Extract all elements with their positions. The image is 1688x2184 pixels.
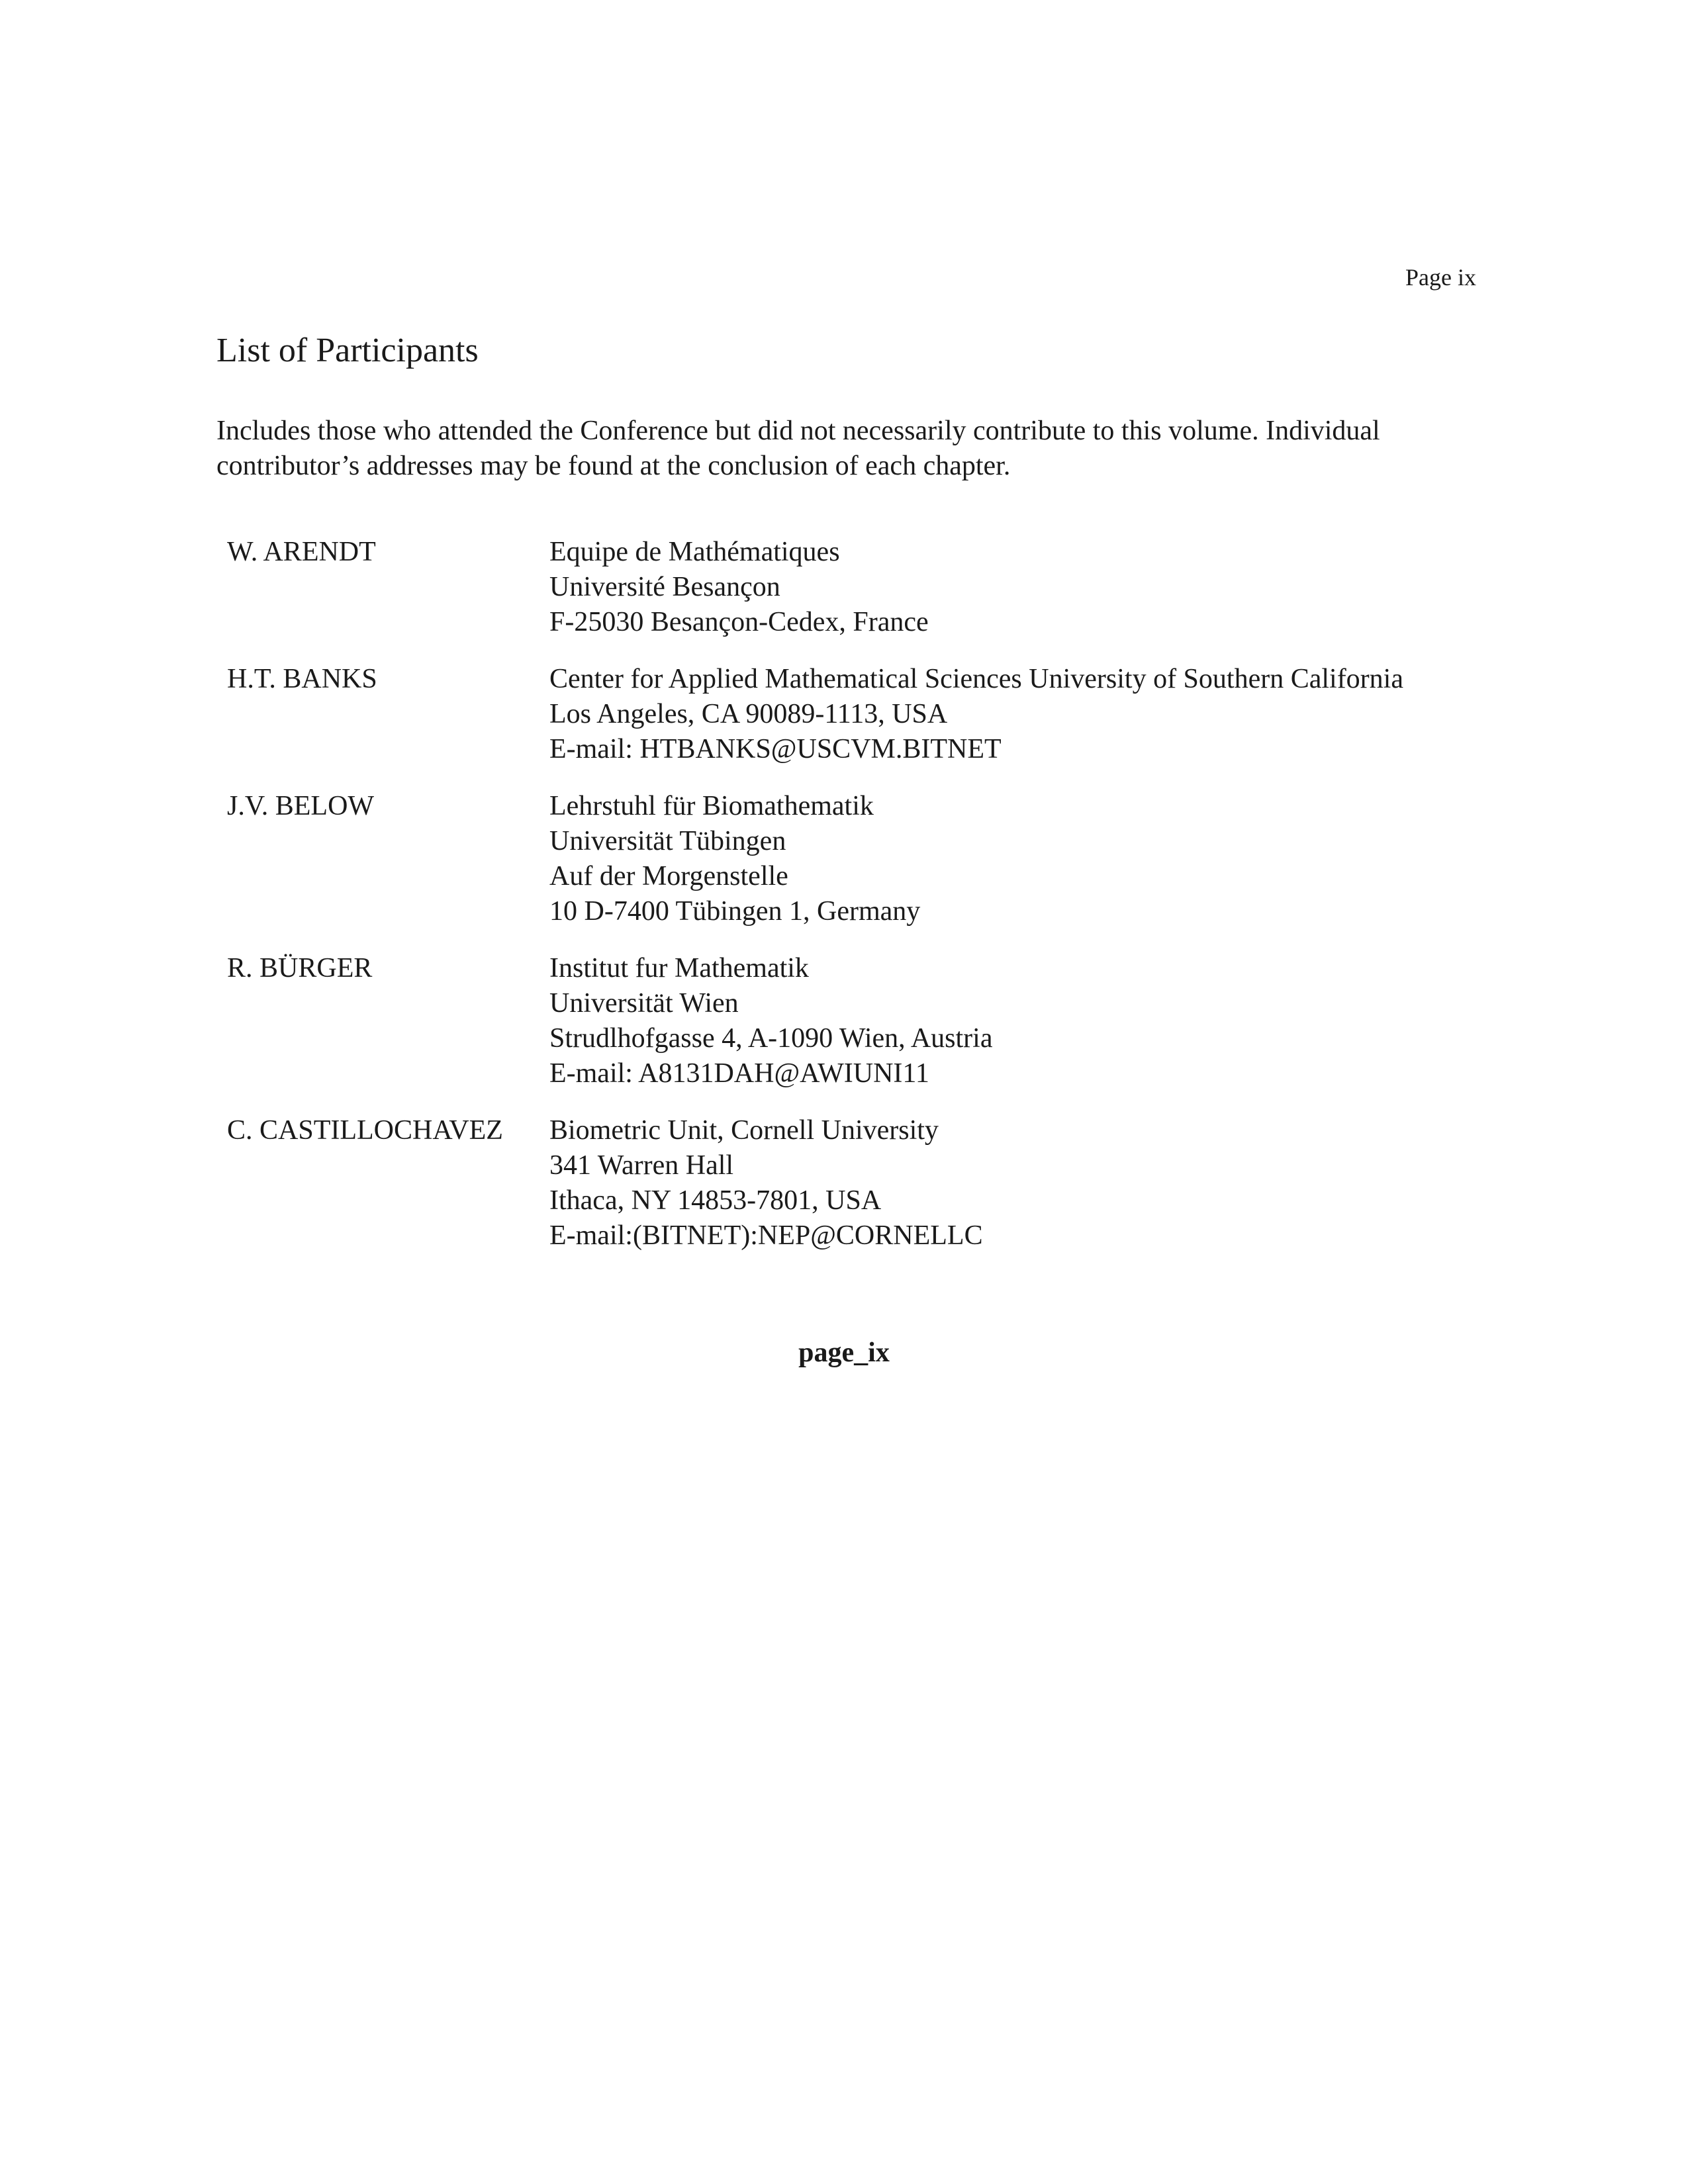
participant-address [549, 1113, 983, 1253]
address-line: Equipe de Mathématiques [549, 537, 840, 567]
participant-name: W. ARENDT [227, 537, 376, 567]
intro-paragraph: Includes those who attended the Conference but did not necessarily contribute to this volume. Individual contributor’s addresses may be found at the conclusion of each chapter. [216, 416, 1380, 481]
address-line: Lehrstuhl für Biomathematik [549, 791, 874, 821]
address-line: Université Besançon [549, 572, 780, 602]
participant-address [549, 535, 929, 640]
address-line: F-25030 Besançon-Cedex, France [549, 607, 929, 637]
participant-list [227, 535, 1518, 1275]
page-title: List of Participants [216, 332, 479, 369]
participant-entry [227, 535, 1518, 640]
participant-entry [227, 789, 1518, 929]
address-line: E-mail: HTBANKS@USCVM.BITNET [549, 734, 1002, 764]
participant-address [549, 951, 992, 1091]
participant-entry [227, 951, 1518, 1091]
address-line: E-mail:(BITNET):NEP@CORNELLC [549, 1220, 983, 1251]
participant-name: J.V. BELOW [227, 791, 375, 821]
address-line: 10 D-7400 Tübingen 1, Germany [549, 896, 921, 927]
address-line: 341 Warren Hall [549, 1150, 734, 1181]
participant-entry [227, 1113, 1518, 1253]
address-line: Auf der Morgenstelle [549, 861, 788, 891]
participant-address [549, 789, 920, 929]
address-line: Ithaca, NY 14853-7801, USA [549, 1185, 882, 1216]
address-line: E-mail: A8131DAH@AWIUNI11 [549, 1058, 929, 1089]
footer-page-label: page_ix [798, 1338, 890, 1368]
participant-entry [227, 662, 1518, 767]
address-line: Institut fur Mathematik [549, 953, 809, 983]
address-line: Universität Wien [549, 988, 739, 1019]
page-number: Page ix [1405, 264, 1476, 291]
participant-name: C. CASTILLOCHAVEZ [227, 1115, 503, 1146]
participant-name: H.T. BANKS [227, 664, 377, 694]
address-line: Center for Applied Mathematical Sciences University of Southern California [549, 664, 1403, 694]
participant-address [549, 662, 1403, 767]
address-line: Los Angeles, CA 90089-1113, USA [549, 699, 948, 729]
address-line: Biometric Unit, Cornell University [549, 1115, 939, 1146]
participant-name: R. BÜRGER [227, 953, 373, 983]
address-line: Strudlhofgasse 4, A-1090 Wien, Austria [549, 1023, 993, 1054]
address-line: Universität Tübingen [549, 826, 786, 856]
